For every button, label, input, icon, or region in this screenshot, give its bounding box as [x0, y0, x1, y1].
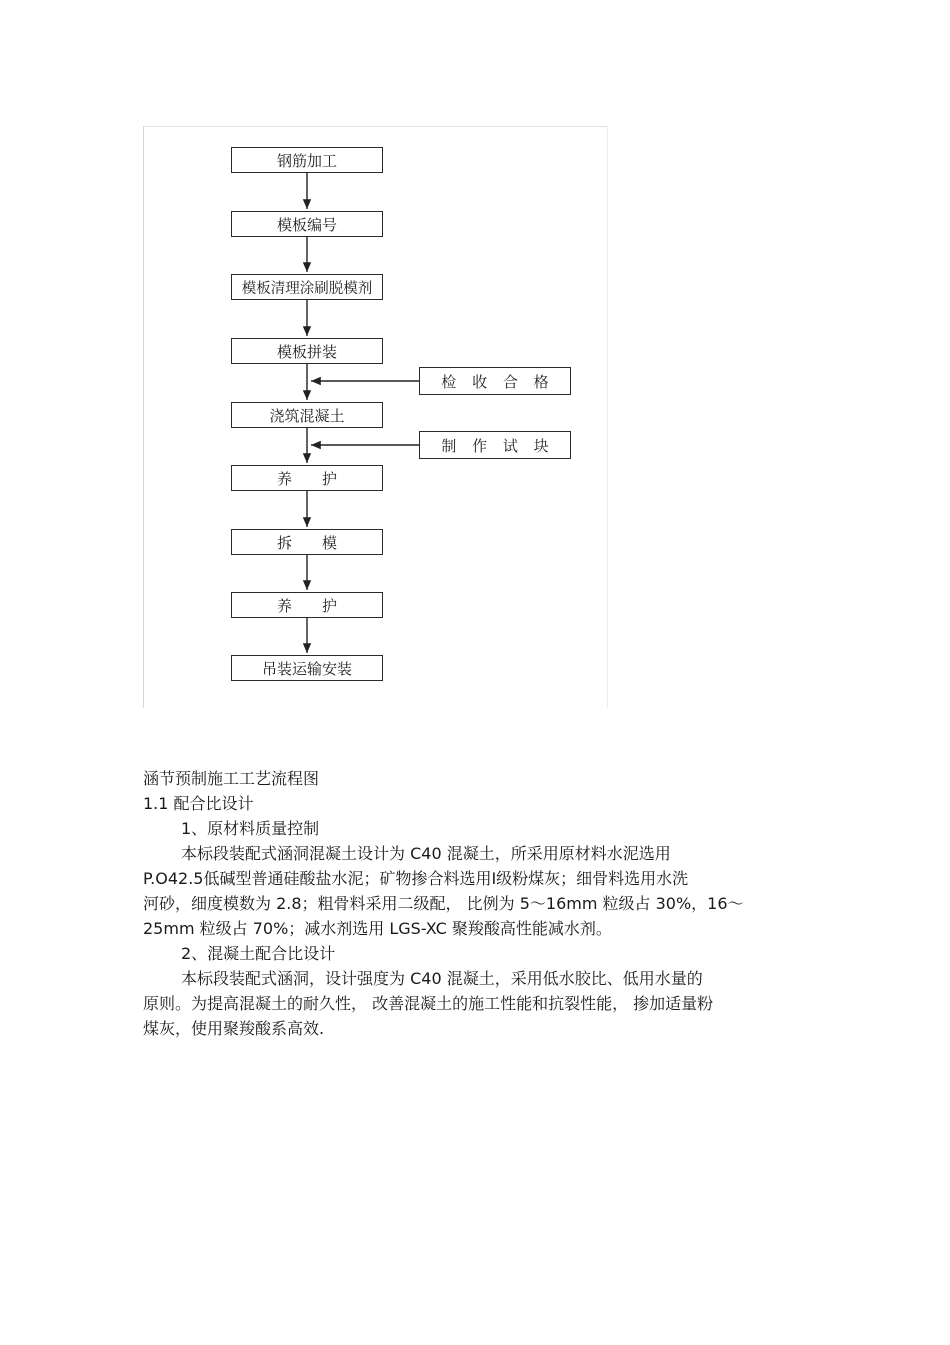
step-pour-concrete: 浇筑混凝土: [231, 402, 383, 428]
figure-caption: 涵节预制施工工艺流程图: [143, 769, 320, 788]
paragraph-2-line: 原则。为提高混凝土的耐久性， 改善混凝土的施工性能和抗裂性能， 掺加适量粉: [143, 994, 714, 1013]
step-formwork-assembly: 模板拼装: [231, 338, 383, 364]
step-formwork-numbering: 模板编号: [231, 211, 383, 237]
step-curing-2: 养护: [231, 592, 383, 618]
step-curing-1: 养护: [231, 465, 383, 491]
step-formwork-cleaning: 模板清理涂刷脱模剂: [231, 274, 383, 300]
paragraph-1-line: 本标段装配式涵洞混凝土设计为 C40 混凝土，所采用原材料水泥选用: [181, 844, 671, 863]
paragraph-2-line: 本标段装配式涵洞，设计强度为 C40 混凝土，采用低水胶比、低用水量的: [181, 969, 703, 988]
subsection-heading-1: 1、原材料质量控制: [181, 819, 320, 838]
document-body: [143, 766, 813, 1041]
paragraph-1-line: P.O42.5低碱型普通硅酸盐水泥；矿物掺合料选用Ⅰ级粉煤灰；细骨料选用水洗: [143, 869, 689, 888]
step-rebar-processing: 钢筋加工: [231, 147, 383, 173]
step-demolding: 拆模: [231, 529, 383, 555]
paragraph-2-line: 煤灰，使用聚羧酸系高效.: [143, 1019, 325, 1038]
paragraph-1-line: 25mm 粒级占 70%；减水剂选用 LGS-XC 聚羧酸高性能减水剂。: [143, 919, 612, 938]
step-hoist-transport-install: 吊装运输安装: [231, 655, 383, 681]
subsection-heading-2: 2、混凝土配合比设计: [181, 944, 336, 963]
side-make-test-block: 制作试块: [419, 431, 571, 459]
paragraph-1-line: 河砂，细度模数为 2.8；粗骨料采用二级配， 比例为 5～16mm 粒级占 30%，16～: [143, 894, 744, 913]
section-heading: 1.1 配合比设计: [143, 794, 254, 813]
side-inspection-qualified: 检收合格: [419, 367, 571, 395]
process-flowchart: [143, 126, 608, 708]
